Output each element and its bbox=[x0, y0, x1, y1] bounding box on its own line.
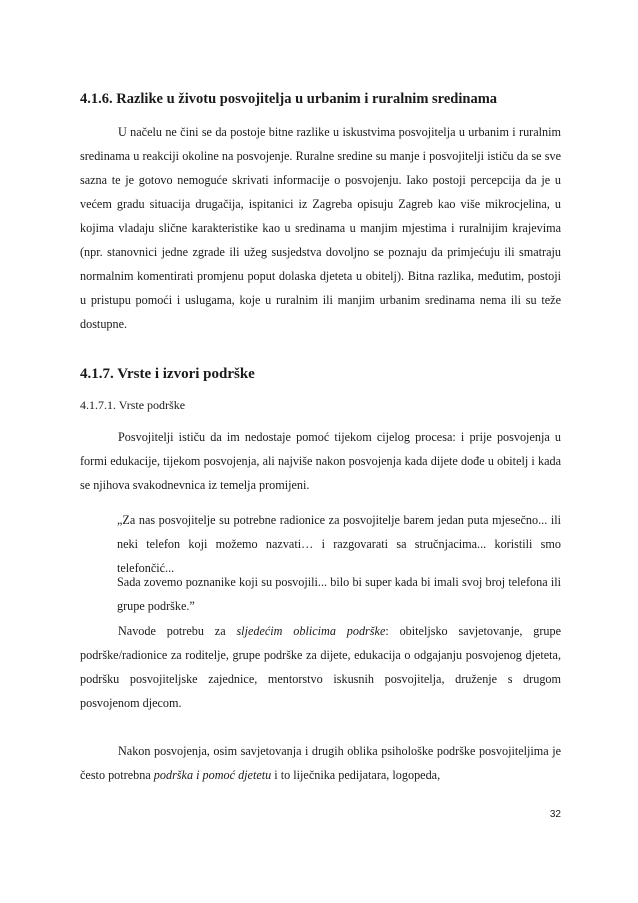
emphasis-text: sljedećim oblicima podrške bbox=[236, 624, 386, 638]
text-run: Nakon posvojenja, osim savjetovanja i drugih oblika psihološke podrške posvojiteljima je često potrebna bbox=[80, 744, 561, 782]
paragraph-support-forms bbox=[80, 619, 561, 715]
paragraph-child-support bbox=[80, 739, 561, 787]
text-run: i to liječnika pedijatara, logopeda, bbox=[271, 768, 441, 782]
page-number: 32 bbox=[549, 809, 561, 820]
text-run: : obiteljsko savjetovanje, grupe podrške/radionice za roditelje, grupe podrške za dijete, edukacija o odgajanju posvojenog djeteta, podršku posvojiteljske zajednice, mentorstvo iskusnih posvojitelja, druženje s drugom posvojenom djecom. bbox=[80, 624, 562, 710]
section-heading-4-1-7: 4.1.7. Vrste i izvori podrške bbox=[80, 366, 255, 382]
subsection-heading-4-1-7-1: 4.1.7.1. Vrste podrške bbox=[80, 398, 186, 412]
text-run: Navode potrebu za bbox=[118, 624, 237, 638]
section-heading-4-1-6: 4.1.6. Razlike u životu posvojitelja u urbanim i ruralnim sredinama bbox=[80, 91, 498, 107]
paragraph-support-needs: Posvojitelji ističu da im nedostaje pomoć tijekom cijelog procesa: i prije posvojenja u formi edukacije, tijekom posvojenja, ali najviše nakon posvojenja kada dijete dođe u obitelj i kada se njihova svakodnevnica iz temelja promijeni. bbox=[80, 430, 561, 492]
quote-block-2: Sada zovemo poznanike koji su posvojili... bilo bi super kada bi imali svoj broj telefona ili grupe podrške.” bbox=[117, 575, 561, 613]
emphasis-text: podrška i pomoć djetetu bbox=[153, 768, 272, 782]
paragraph-urban-rural: U načelu ne čini se da postoje bitne razlike u iskustvima posvojitelja u urbanim i ruralnim sredinama u reakciji okoline na posvojenje. Ruralne sredine su manje i posvojitelji ističu da se sve sazna te je gotovo nemoguće skrivati informacije o posvojenju. Iako postoji percepcija da je u većem gradu situacija drugačija, ispitanici iz Zagreba opisuju Zagreb kao više mikrocjelina, u kojima vladaju slične karakteristike kao u sredinama u manjim mjestima i ruralnijim krajevima (npr. stanovnici jedne zgrade ili užeg susjedstva dovoljno se poznaju da primjećuju ili smatraju normalnim komentirati promjenu poput dolaska djeteta u obitelj). Bitna razlika, međutim, postoji u pristupu pomoći i uslugama, koje u ruralnim ili manjim urbanim sredinama nema ili su teže dostupne. bbox=[80, 125, 561, 331]
quote-block-1: „Za nas posvojitelje su potrebne radionice za posvojitelje barem jedan puta mjesečno... ili neki telefon koji možemo nazvati… i razgovarati sa stručnjacima... koristili smo telefončić... bbox=[117, 513, 561, 575]
